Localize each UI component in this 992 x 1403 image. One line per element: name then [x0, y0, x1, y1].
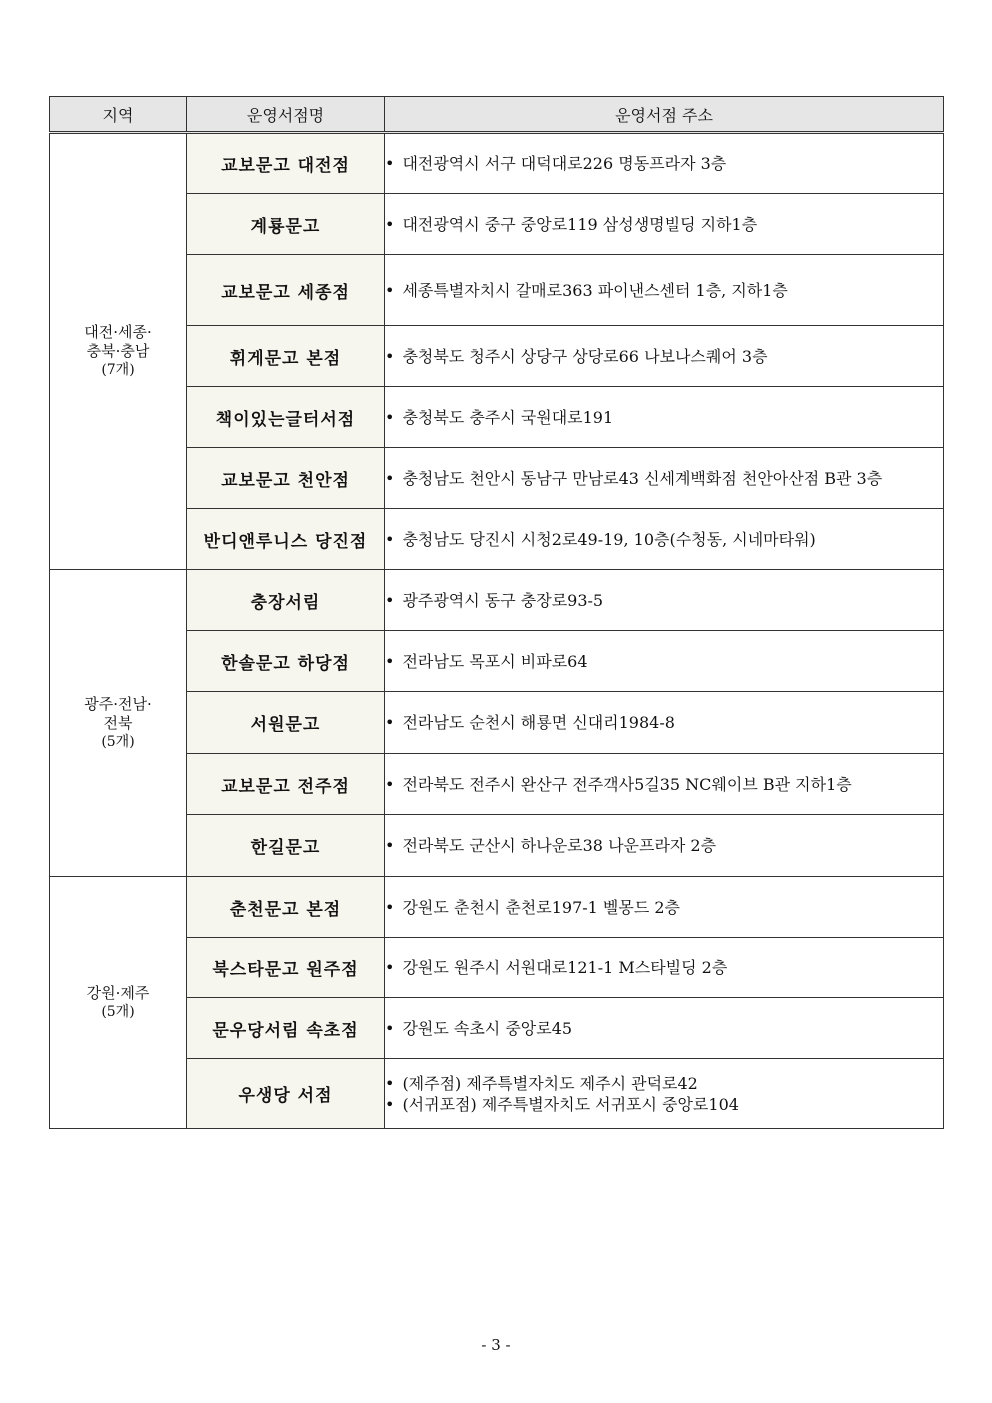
store-address-cell	[385, 754, 944, 815]
store-name: 충장서림	[187, 570, 385, 631]
store-address-cell	[385, 998, 944, 1059]
store-name: 교보문고 전주점	[187, 754, 385, 815]
address-list	[385, 214, 943, 235]
store-name: 교보문고 천안점	[187, 448, 385, 509]
store-address-cell	[385, 877, 944, 938]
address-list	[385, 346, 943, 367]
address-list	[385, 590, 943, 611]
store-name: 휘게문고 본점	[187, 326, 385, 387]
region-label-line: 충북·충남	[86, 342, 150, 360]
address-list	[385, 529, 943, 550]
store-address-cell	[385, 1059, 944, 1129]
store-address: • 전라남도 순천시 해룡면 신대리1984-8	[385, 712, 943, 733]
address-list	[385, 1018, 943, 1039]
address-list	[385, 774, 943, 795]
page-number: - 3 -	[481, 1336, 511, 1354]
address-list	[385, 1073, 943, 1115]
region-cell	[50, 570, 187, 877]
store-address: • 충청북도 청주시 상당구 상당로66 나보나스퀘어 3층	[385, 346, 943, 367]
store-address-cell	[385, 570, 944, 631]
store-address: • 대전광역시 서구 대덕대로226 명동프라자 3층	[385, 153, 943, 174]
region-store-count: (7개)	[101, 362, 135, 378]
store-address-cell	[385, 692, 944, 754]
store-address: • 강원도 속초시 중앙로45	[385, 1018, 943, 1039]
store-name: 반디앤루니스 당진점	[187, 509, 385, 570]
address-list	[385, 280, 943, 301]
header-store-name: 운영서점명	[187, 97, 385, 133]
store-address: • 충청남도 당진시 시청2로49-19, 10층(수청동, 시네마타워)	[385, 529, 943, 550]
store-address: • 강원도 춘천시 춘천로197-1 벨몽드 2층	[385, 897, 943, 918]
region-store-count: (5개)	[101, 1003, 135, 1020]
store-name: 문우당서림 속초점	[187, 998, 385, 1059]
store-name: 서원문고	[187, 692, 385, 754]
region-label-line: 전북	[103, 713, 133, 732]
header-address: 운영서점 주소	[385, 97, 944, 133]
address-list	[385, 468, 943, 489]
store-address: • 충청북도 충주시 국원대로191	[385, 407, 943, 428]
store-address-cell	[385, 326, 944, 387]
store-name: 계룡문고	[187, 194, 385, 255]
store-name: 우생당 서점	[187, 1059, 385, 1129]
region-label-line: 대전·세종·	[84, 323, 152, 341]
store-address-cell	[385, 255, 944, 326]
store-address-cell	[385, 194, 944, 255]
address-list	[385, 153, 943, 174]
table-row	[50, 570, 944, 631]
store-name: 교보문고 대전점	[187, 133, 385, 194]
store-address-cell	[385, 387, 944, 448]
store-address-cell	[385, 509, 944, 570]
store-address: • 충청남도 천안시 동남구 만남로43 신세계백화점 천안아산점 B관 3층	[385, 468, 943, 489]
region-cell	[50, 133, 187, 570]
store-address-cell	[385, 938, 944, 998]
store-address-cell	[385, 815, 944, 877]
address-list	[385, 835, 943, 856]
store-address-cell	[385, 133, 944, 194]
address-list	[385, 957, 943, 978]
store-address: • 광주광역시 동구 충장로93-5	[385, 590, 943, 611]
region-label-line: 광주·전남·	[84, 694, 152, 713]
header-region: 지역	[50, 97, 187, 133]
store-address: • 세종특별자치시 갈매로363 파이낸스센터 1층, 지하1층	[385, 280, 943, 301]
store-name: 한길문고	[187, 815, 385, 877]
store-address: • (서귀포점) 제주특별자치도 서귀포시 중앙로104	[385, 1094, 943, 1115]
address-list	[385, 407, 943, 428]
store-address-cell	[385, 448, 944, 509]
store-address: • (제주점) 제주특별자치도 제주시 관덕로42	[385, 1073, 943, 1094]
region-store-count: (5개)	[101, 733, 135, 750]
store-address-cell	[385, 631, 944, 692]
table-header-row	[50, 97, 944, 133]
address-list	[385, 897, 943, 918]
bookstore-table	[49, 96, 944, 1129]
table-row	[50, 877, 944, 938]
store-name: 교보문고 세종점	[187, 255, 385, 326]
address-list	[385, 651, 943, 672]
store-address: • 전라북도 전주시 완산구 전주객사5길35 NC웨이브 B관 지하1층	[385, 774, 943, 795]
store-address: • 강원도 원주시 서원대로121-1 M스타빌딩 2층	[385, 957, 943, 978]
address-list	[385, 712, 943, 733]
store-address: • 대전광역시 중구 중앙로119 삼성생명빌딩 지하1층	[385, 214, 943, 235]
table-body	[50, 133, 944, 1129]
table-row	[50, 133, 944, 194]
store-name: 한솔문고 하당점	[187, 631, 385, 692]
store-name: 북스타문고 원주점	[187, 938, 385, 998]
store-address: • 전라북도 군산시 하나운로38 나운프라자 2층	[385, 835, 943, 856]
region-label-line: 강원·제주	[86, 983, 150, 1002]
store-name: 책이있는글터서점	[187, 387, 385, 448]
store-address: • 전라남도 목포시 비파로64	[385, 651, 943, 672]
region-cell	[50, 877, 187, 1129]
store-name: 춘천문고 본점	[187, 877, 385, 938]
